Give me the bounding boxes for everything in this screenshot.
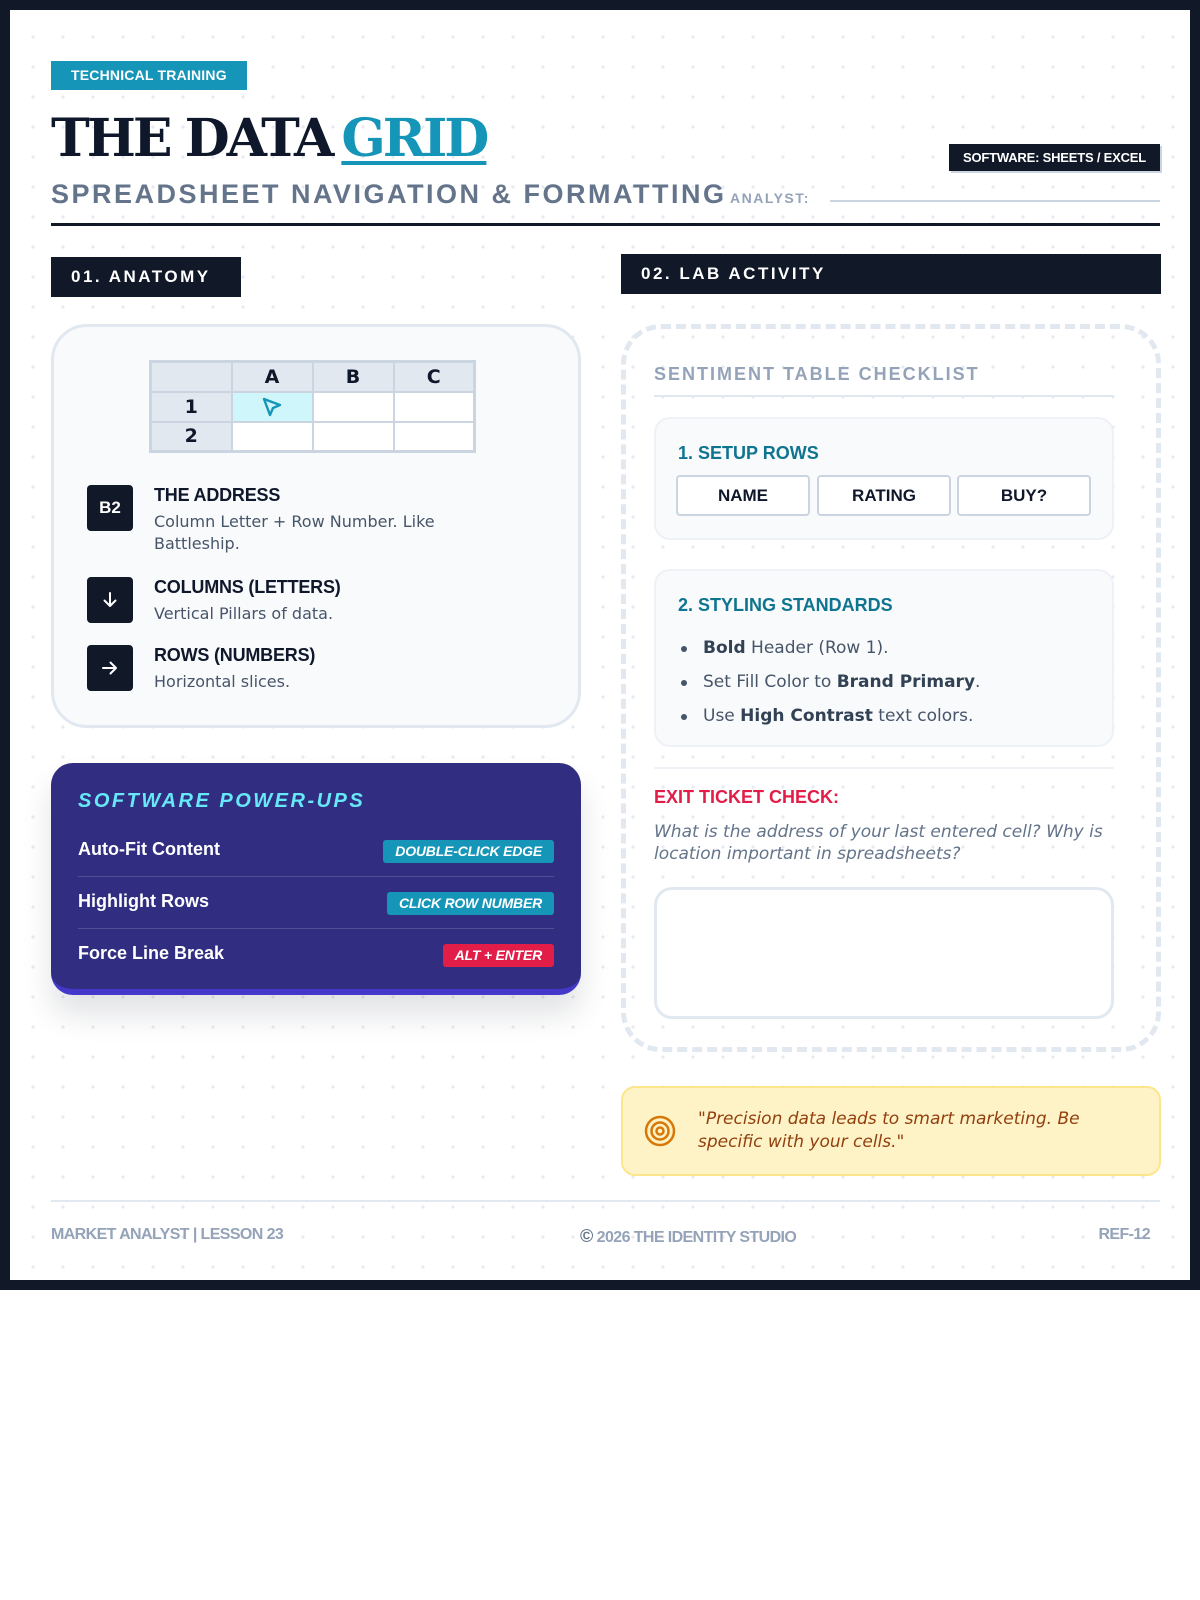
- grid-cell: [313, 392, 394, 422]
- anatomy-item-title: ROWS (NUMBERS): [154, 645, 316, 665]
- footer-copyright-text: 2026 THE IDENTITY STUDIO: [596, 1229, 797, 1246]
- grid-cell: [313, 422, 394, 452]
- shortcut-badge: CLICK ROW NUMBER: [387, 892, 554, 915]
- anatomy-item-title: COLUMNS (LETTERS): [154, 577, 341, 597]
- footer-ref: REF-12: [1098, 1226, 1150, 1243]
- corner-cell: [151, 362, 232, 392]
- copyright-icon: ©: [580, 1226, 593, 1246]
- exit-ticket-title: EXIT TICKET CHECK:: [654, 787, 840, 807]
- analyst-name-field[interactable]: [830, 200, 1160, 202]
- target-icon: [643, 1114, 677, 1148]
- anatomy-item-address: [87, 485, 557, 565]
- setup-rows-panel: [654, 417, 1114, 540]
- footer-copyright: [580, 1226, 796, 1247]
- software-tag: SOFTWARE: SHEETS / EXCEL: [949, 144, 1160, 171]
- anatomy-item-desc: Vertical Pillars of data.: [154, 604, 334, 623]
- section-lab-heading: 02. LAB ACTIVITY: [621, 254, 1161, 294]
- styling-list: [678, 631, 1098, 733]
- title-main: THE DATA: [51, 108, 332, 169]
- powerup-row: [78, 929, 554, 981]
- cell-address-icon: B2: [87, 485, 133, 531]
- title-accent: GRID: [341, 108, 487, 169]
- powerup-label: Highlight Rows: [78, 891, 209, 911]
- header-cell-buy: BUY?: [957, 475, 1091, 516]
- column-header: C: [394, 362, 475, 392]
- list-item: Use High Contrast text colors.: [678, 699, 1098, 733]
- quote-callout: [621, 1086, 1161, 1176]
- list-item: Set Fill Color to Brand Primary.: [678, 665, 1098, 699]
- grid-cell: [232, 422, 313, 452]
- selected-cell: [232, 392, 313, 422]
- anatomy-item-columns: [87, 577, 557, 627]
- row-header: 1: [151, 392, 232, 422]
- checklist-divider: [654, 395, 1114, 397]
- powerup-label: Auto-Fit Content: [78, 839, 220, 859]
- shortcut-badge: ALT + ENTER: [443, 944, 554, 967]
- shortcut-badge: DOUBLE-CLICK EDGE: [383, 840, 554, 863]
- quote-text: "Precision data leads to smart marketing. Be specific with your cells.": [698, 1109, 1080, 1152]
- header-divider: [51, 223, 1160, 226]
- column-header: B: [313, 362, 394, 392]
- list-item: Bold Header (Row 1).: [678, 631, 1098, 665]
- software-powerups-card: [51, 763, 581, 995]
- powerup-label: Force Line Break: [78, 943, 225, 963]
- powerup-row: [78, 877, 554, 929]
- anatomy-card: [51, 324, 581, 728]
- anatomy-item-desc: Horizontal slices.: [154, 672, 291, 691]
- grid-cell: [394, 422, 475, 452]
- panel-title: 2. STYLING STANDARDS: [678, 595, 893, 615]
- styling-standards-panel: [654, 569, 1114, 747]
- arrow-down-icon: [87, 577, 133, 623]
- footer-lesson: MARKET ANALYST | LESSON 23: [51, 1226, 284, 1243]
- training-tag: TECHNICAL TRAINING: [51, 61, 247, 90]
- powerups-title: SOFTWARE POWER-UPS: [78, 790, 366, 812]
- section-anatomy-heading: 01. ANATOMY: [51, 257, 241, 297]
- exit-divider: [654, 767, 1114, 769]
- worksheet-page: [10, 10, 1190, 1280]
- lab-activity-card: [621, 324, 1161, 1052]
- grid-cell: [394, 392, 475, 422]
- checklist-heading: SENTIMENT TABLE CHECKLIST: [654, 364, 980, 384]
- anatomy-item-rows: [87, 645, 557, 695]
- exit-ticket-answer-box[interactable]: [654, 887, 1114, 1019]
- exit-ticket-question: What is the address of your last entered cell? Why is location important in spreadsheets?: [654, 822, 1103, 864]
- arrow-right-icon: [87, 645, 133, 691]
- page-title: [51, 108, 486, 170]
- analyst-label: ANALYST:: [730, 190, 810, 206]
- page-subtitle: SPREADSHEET NAVIGATION & FORMATTING: [51, 179, 727, 209]
- panel-title: 1. SETUP ROWS: [678, 443, 819, 463]
- header-cell-rating: RATING: [817, 475, 951, 516]
- powerup-row: [78, 825, 554, 877]
- header-cell-name: NAME: [676, 475, 810, 516]
- cursor-icon: [260, 395, 284, 419]
- row-header: 2: [151, 422, 232, 452]
- anatomy-item-desc: Column Letter + Row Number. Like Battleship.: [154, 512, 435, 553]
- column-header: A: [232, 362, 313, 392]
- footer-divider: [51, 1200, 1160, 1202]
- spreadsheet-diagram: [149, 360, 476, 453]
- anatomy-item-title: THE ADDRESS: [154, 485, 281, 505]
